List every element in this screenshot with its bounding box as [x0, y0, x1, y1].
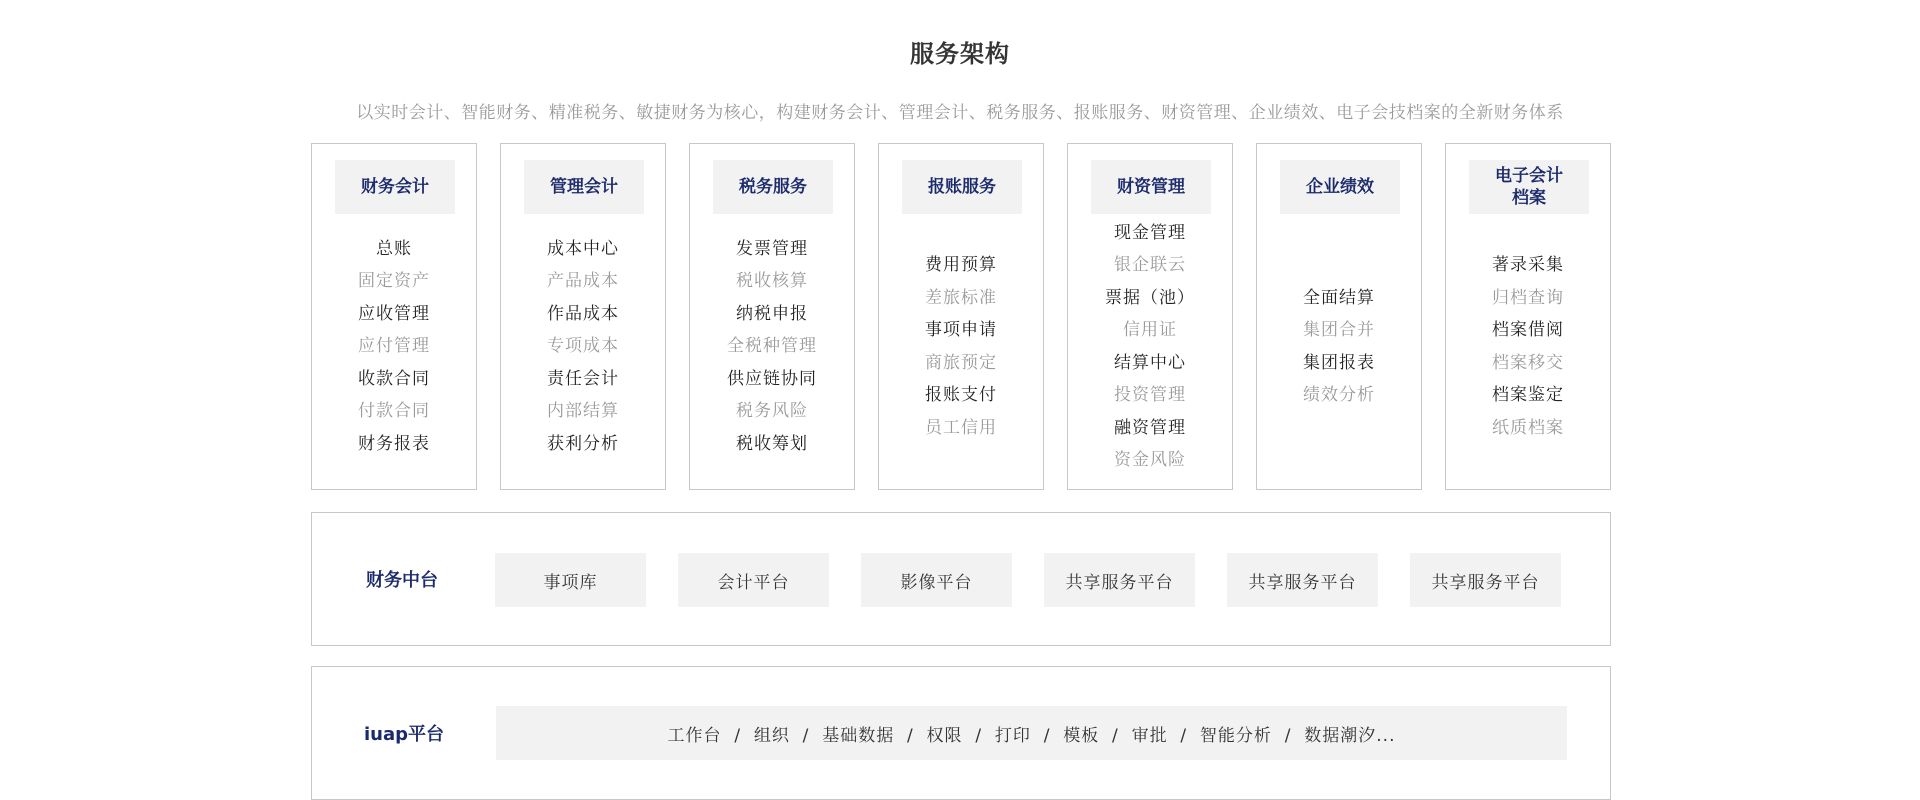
column-items	[690, 214, 854, 479]
column-item: 档案借阅	[1492, 320, 1564, 340]
service-column	[689, 143, 855, 490]
column-item: 收款合同	[358, 368, 430, 389]
column-item: 归档查询	[1492, 287, 1564, 308]
column-item: 纸质档案	[1492, 417, 1564, 438]
column-item: 现金管理	[1114, 222, 1186, 243]
column-item: 纳税申报	[736, 303, 808, 324]
column-item: 著录采集	[1492, 255, 1564, 275]
column-item: 付款合同	[358, 401, 430, 422]
diagram-subtitle: 以实时会计、智能财务、精准税务、敏捷财务为核心，构建财务会计、管理会计、税务服务、报账服务、财资管理、企业绩效、电子会技档案的全新财务体系	[356, 103, 1564, 123]
column-item: 资金风险	[1114, 450, 1186, 470]
iuap-platform-content: 工作台 / 组织 / 基础数据 / 权限 / 打印 / 模板 / 审批 / 智能分析 / 数据潮汐...	[496, 706, 1567, 760]
column-item: 绩效分析	[1303, 385, 1375, 405]
column-item: 应收管理	[358, 303, 430, 324]
column-item: 作品成本	[547, 303, 619, 324]
column-item: 内部结算	[547, 401, 619, 422]
column-title: 电子会计 档案	[1469, 160, 1589, 214]
column-item: 费用预算	[925, 255, 997, 275]
column-item: 产品成本	[547, 271, 619, 292]
column-item: 应付管理	[358, 336, 430, 357]
iuap-platform	[311, 666, 1611, 800]
column-item: 责任会计	[547, 368, 619, 389]
column-item: 差旅标准	[925, 287, 997, 308]
column-title: 财资管理	[1091, 160, 1211, 214]
column-item: 报账支付	[925, 385, 997, 405]
column-items	[879, 214, 1043, 479]
diagram-title: 服务架构	[910, 40, 1010, 68]
service-column	[311, 143, 477, 490]
column-item: 集团合并	[1303, 320, 1375, 340]
column-item: 档案移交	[1492, 352, 1564, 373]
finance-middle-platform	[311, 512, 1611, 646]
column-item: 融资管理	[1114, 417, 1186, 438]
column-item: 税务风险	[736, 401, 808, 422]
column-item: 集团报表	[1303, 352, 1375, 373]
column-title: 管理会计	[524, 160, 644, 214]
column-item: 财务报表	[358, 433, 430, 454]
column-title: 税务服务	[713, 160, 833, 214]
column-title: 财务会计	[335, 160, 455, 214]
column-item: 档案鉴定	[1492, 385, 1564, 405]
column-items	[501, 214, 665, 479]
column-item: 总账	[376, 238, 412, 259]
column-title: 报账服务	[902, 160, 1022, 214]
column-item: 结算中心	[1114, 352, 1186, 373]
middle-platform-box: 共享服务平台	[1227, 553, 1378, 607]
column-items	[1257, 214, 1421, 479]
column-item: 固定资产	[358, 271, 430, 292]
service-column	[500, 143, 666, 490]
column-item: 税收筹划	[736, 433, 808, 454]
service-column	[878, 143, 1044, 490]
column-title: 企业绩效	[1280, 160, 1400, 214]
middle-platform-box: 共享服务平台	[1410, 553, 1561, 607]
service-column	[1445, 143, 1611, 490]
middle-platform-box: 会计平台	[678, 553, 829, 607]
column-item: 专项成本	[547, 336, 619, 357]
column-item: 员工信用	[925, 417, 997, 438]
middle-platform-box: 事项库	[495, 553, 646, 607]
middle-platform-label: 财务中台	[366, 570, 438, 591]
middle-platform-box: 共享服务平台	[1044, 553, 1195, 607]
column-items	[1068, 214, 1232, 479]
column-item: 投资管理	[1114, 385, 1186, 405]
service-column	[1256, 143, 1422, 490]
column-item: 成本中心	[547, 238, 619, 259]
middle-platform-box: 影像平台	[861, 553, 1012, 607]
column-item: 发票管理	[736, 238, 808, 259]
column-item: 税收核算	[736, 271, 808, 292]
column-item: 全税种管理	[727, 336, 817, 357]
column-items	[1446, 214, 1610, 479]
service-column	[1067, 143, 1233, 490]
service-columns	[311, 143, 1612, 493]
column-item: 信用证	[1123, 320, 1177, 340]
column-item: 供应链协同	[727, 368, 817, 389]
column-item: 获利分析	[547, 433, 619, 454]
column-item: 全面结算	[1303, 287, 1375, 308]
column-item: 事项申请	[925, 320, 997, 340]
iuap-platform-label: iuap平台	[364, 724, 445, 745]
column-item: 商旅预定	[925, 352, 997, 373]
column-item: 银企联云	[1114, 255, 1186, 275]
column-item: 票据（池）	[1105, 287, 1195, 308]
column-items	[312, 214, 476, 479]
